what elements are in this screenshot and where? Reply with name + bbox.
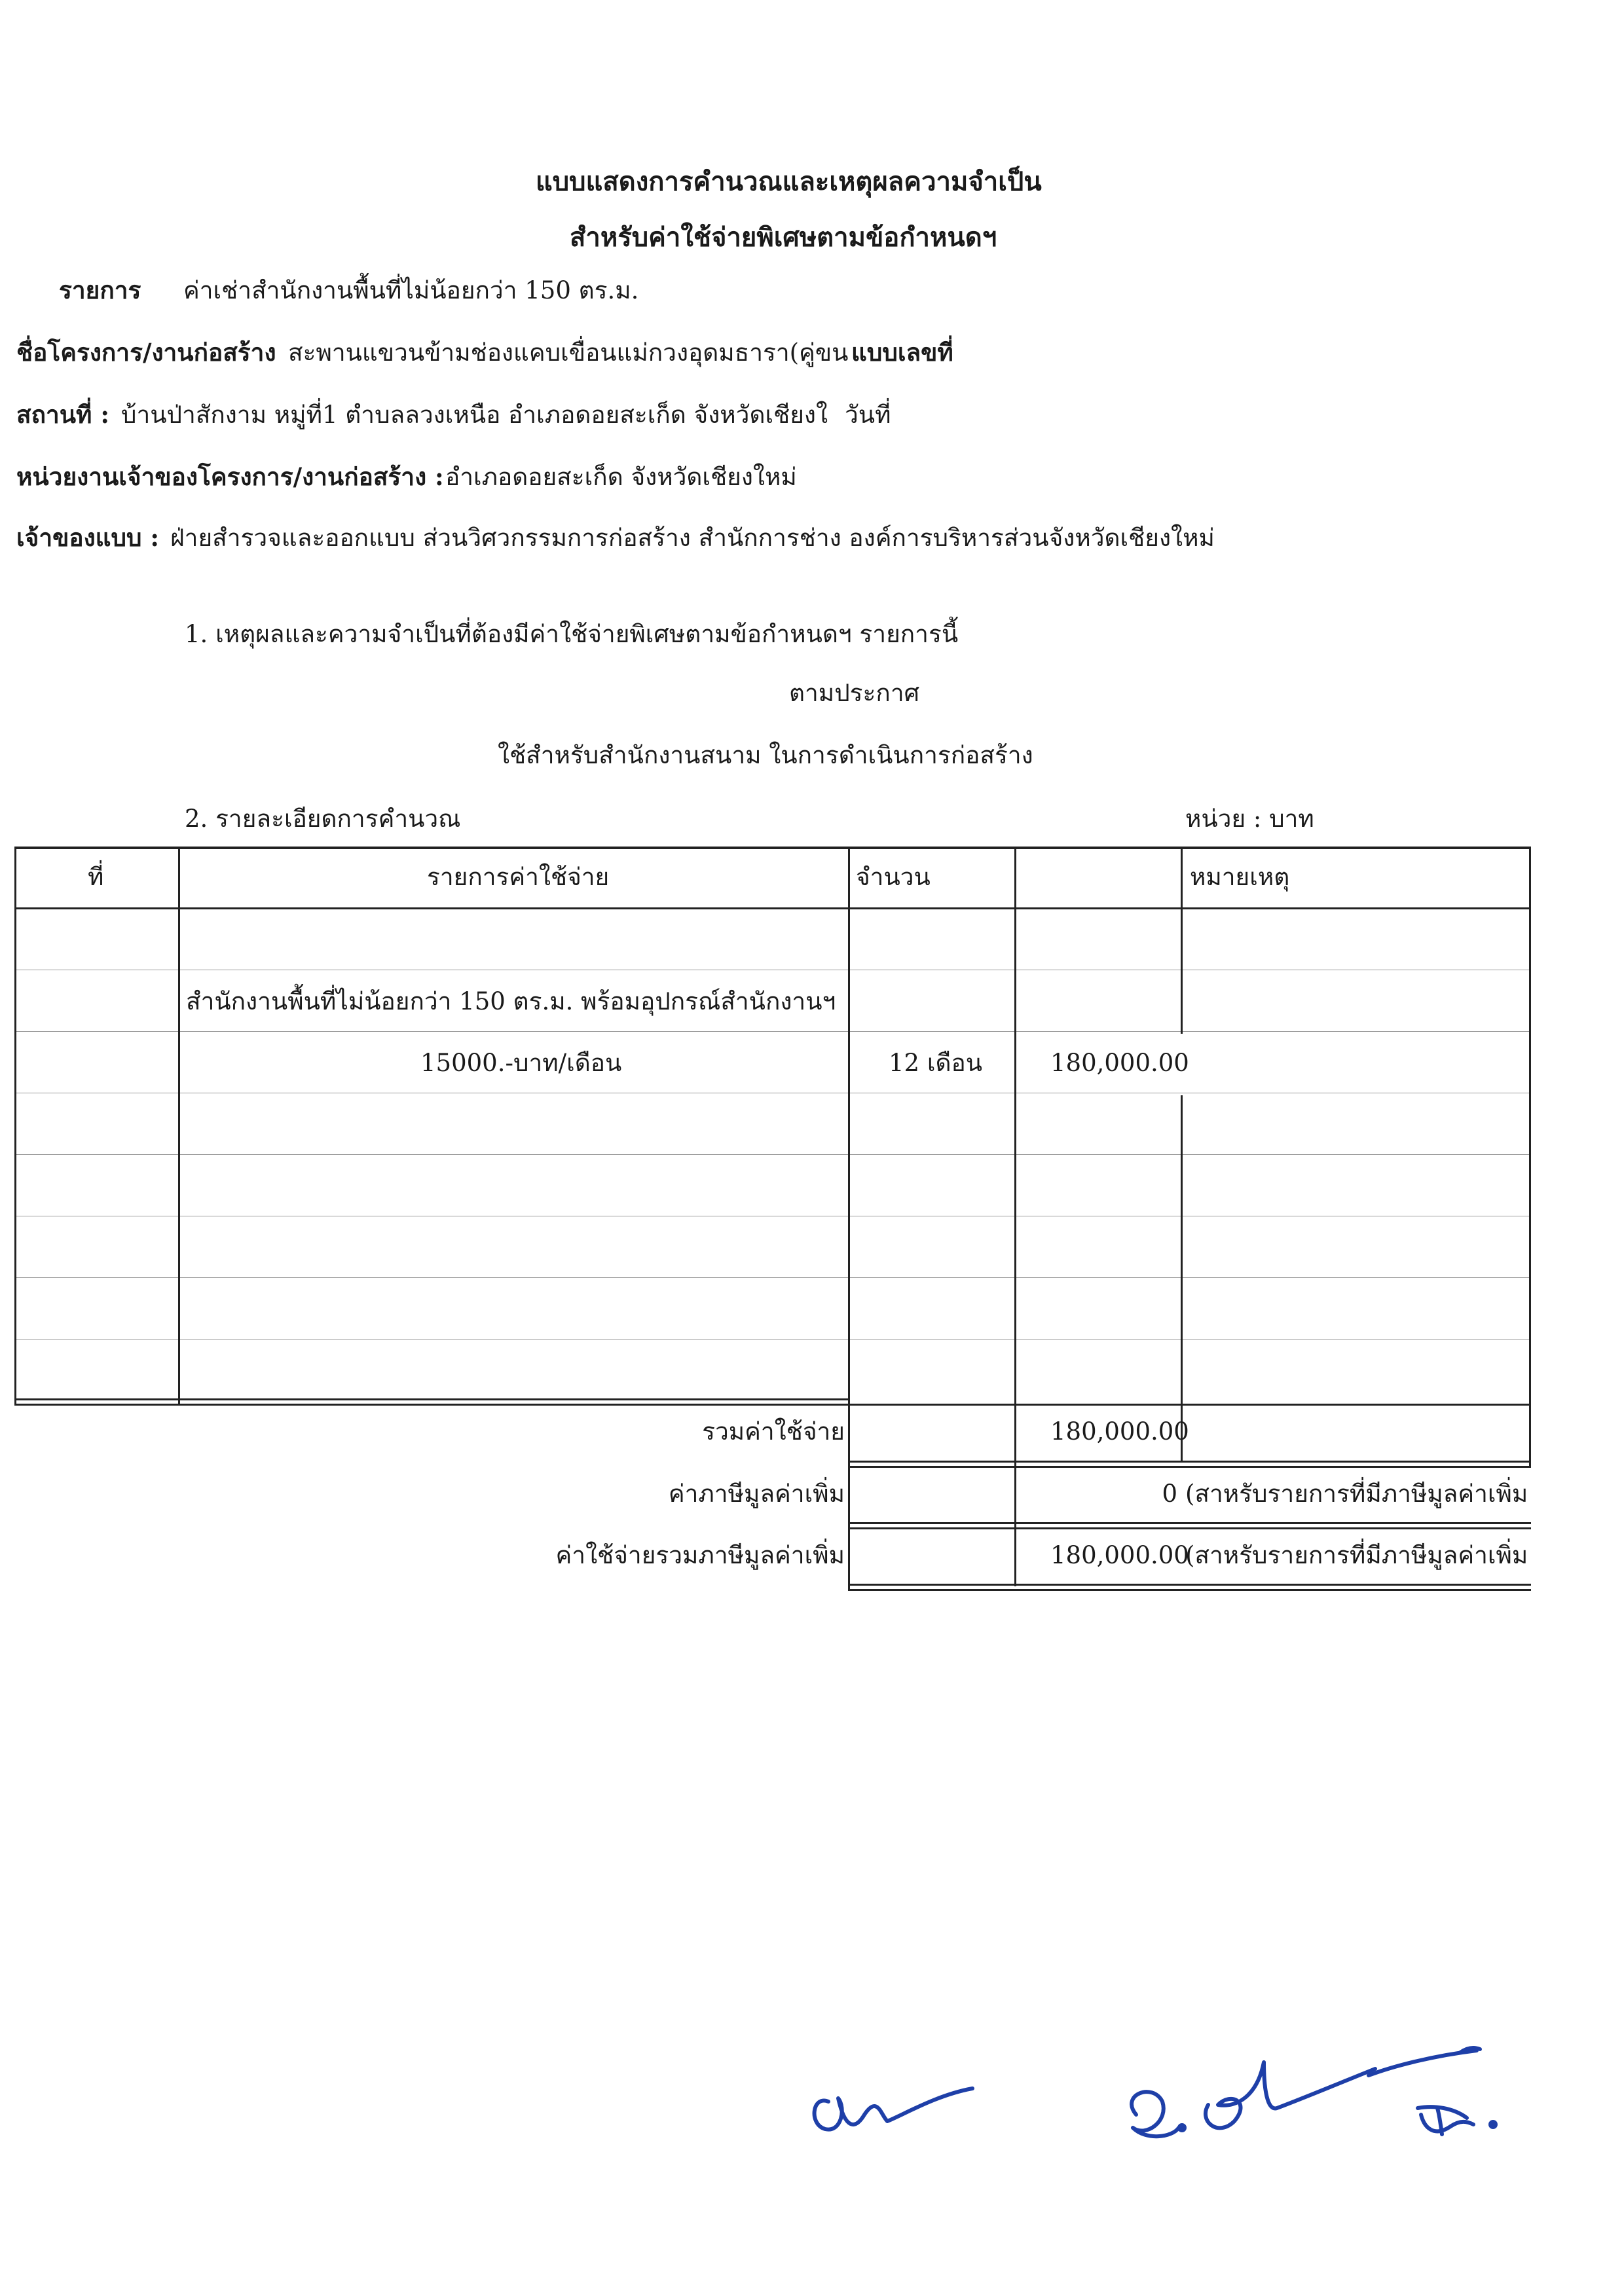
- vat-note: (สาหรับรายการที่มีภาษีมูลค่าเพิ่ม: [1185, 1480, 1528, 1508]
- unit-label: หน่วย : บาท: [1185, 805, 1314, 833]
- row-amount: 180,000.00: [1050, 1049, 1189, 1077]
- location-label: สถานที่ :: [16, 400, 109, 429]
- table-body-bottom: [14, 1398, 849, 1400]
- header-item: รายการค่าใช้จ่าย: [427, 863, 610, 891]
- owner-agency-label: หน่วยงานเจ้าของโครงการ/งานก่อสร้าง :: [16, 462, 444, 491]
- col-divider-amount: [1181, 1095, 1183, 1462]
- date-label: วันที่: [845, 401, 891, 429]
- subtotal-label: รวมค่าใช้จ่าย: [702, 1417, 845, 1446]
- grand-total-note: (สาหรับรายการที่มีภาษีมูลค่าเพิ่ม: [1185, 1541, 1528, 1569]
- owner-agency-value: อำเภอดอยสะเก็ด จังหวัดเชียงใหม่: [445, 463, 797, 491]
- table-left-border: [14, 847, 16, 1406]
- col-divider-item: [848, 847, 850, 1591]
- header-qty: จำนวน: [856, 863, 931, 891]
- location-value: บ้านป่าสักงาม หมู่ที่1 ตำบลลวงเหนือ อำเภอดอยสะเก็ด จังหวัดเชียงใ: [121, 401, 828, 429]
- grand-total-value: 180,000.00: [1050, 1541, 1189, 1569]
- grand-total-label: ค่าใช้จ่ายรวมภาษีมูลค่าเพิ่ม: [555, 1541, 845, 1569]
- item-value: ค่าเช่าสำนักงานพื้นที่ไม่น้อยกว่า 150 ตร.ม.: [183, 276, 639, 304]
- section1-reason-2: ใช้สำหรับสำนักงานสนาม ในการดำเนินการก่อสร้าง: [498, 741, 1033, 769]
- table-row-line: [14, 1277, 1531, 1278]
- vat-top-line: [849, 1466, 1531, 1468]
- handwritten-signature: [805, 2016, 1559, 2167]
- subtotal-value: 180,000.00: [1050, 1417, 1189, 1446]
- table-header-divider: [14, 907, 1531, 909]
- subtotal-top-line: [849, 1404, 1531, 1406]
- project-value: สะพานแขวนข้ามช่องแคบเขื่อนแม่กวงอุดมธารา(คู่ขน: [288, 338, 849, 367]
- vat-bottom-line: [849, 1522, 1531, 1524]
- header-no: ที่: [88, 863, 104, 891]
- table-top-border: [14, 847, 1531, 849]
- table-row-line: [14, 1031, 1531, 1032]
- grand-bottom-line: [849, 1584, 1531, 1586]
- subtotal-bottom-line: [849, 1461, 1531, 1463]
- doc-title-line2: สำหรับค่าใช้จ่ายพิเศษตามข้อกำหนดฯ: [570, 222, 997, 253]
- grand-top-line: [849, 1527, 1531, 1529]
- design-number-label: แบบเลขที่: [851, 338, 953, 367]
- designer-value: ฝ่ายสำรวจและออกแบบ ส่วนวิศวกรรมการก่อสร้าง สำนักการช่าง องค์การบริหารส่วนจังหวัดเชียงใหม่: [170, 524, 1215, 552]
- row-item-description: สำนักงานพื้นที่ไม่น้อยกว่า 150 ตร.ม. พร้อมอุปกรณ์สำนักงานฯ: [186, 987, 836, 1015]
- designer-label: เจ้าของแบบ :: [16, 523, 160, 552]
- vat-value: 0: [1162, 1480, 1177, 1508]
- section1-heading: 1. เหตุผลและความจำเป็นที่ต้องมีค่าใช้จ่ายพิเศษตามข้อกำหนดฯ รายการนี้: [185, 620, 959, 648]
- calculation-table: [14, 847, 1531, 1597]
- header-remark: หมายเหตุ: [1190, 863, 1290, 891]
- item-label: รายการ: [59, 276, 141, 304]
- section2-heading: 2. รายละเอียดการคำนวณ: [185, 805, 461, 833]
- table-body-bottom: [14, 1404, 849, 1406]
- col-divider-amount-top: [1181, 847, 1183, 1034]
- col-divider-no: [178, 847, 180, 1406]
- section1-reason-1: ตามประกาศ: [789, 679, 920, 707]
- table-right-border: [1529, 847, 1531, 1466]
- table-row-line: [14, 1154, 1531, 1155]
- col-divider-qty: [1014, 847, 1016, 1586]
- row-qty: 12 เดือน: [889, 1049, 983, 1077]
- doc-title-line1: แบบแสดงการคำนวณและเหตุผลความจำเป็น: [536, 166, 1042, 197]
- project-label: ชื่อโครงการ/งานก่อสร้าง: [16, 338, 276, 367]
- row-rate: 15000.-บาท/เดือน: [420, 1049, 622, 1077]
- grand-bottom-line-double: [849, 1589, 1531, 1591]
- vat-label: ค่าภาษีมูลค่าเพิ่ม: [668, 1480, 845, 1508]
